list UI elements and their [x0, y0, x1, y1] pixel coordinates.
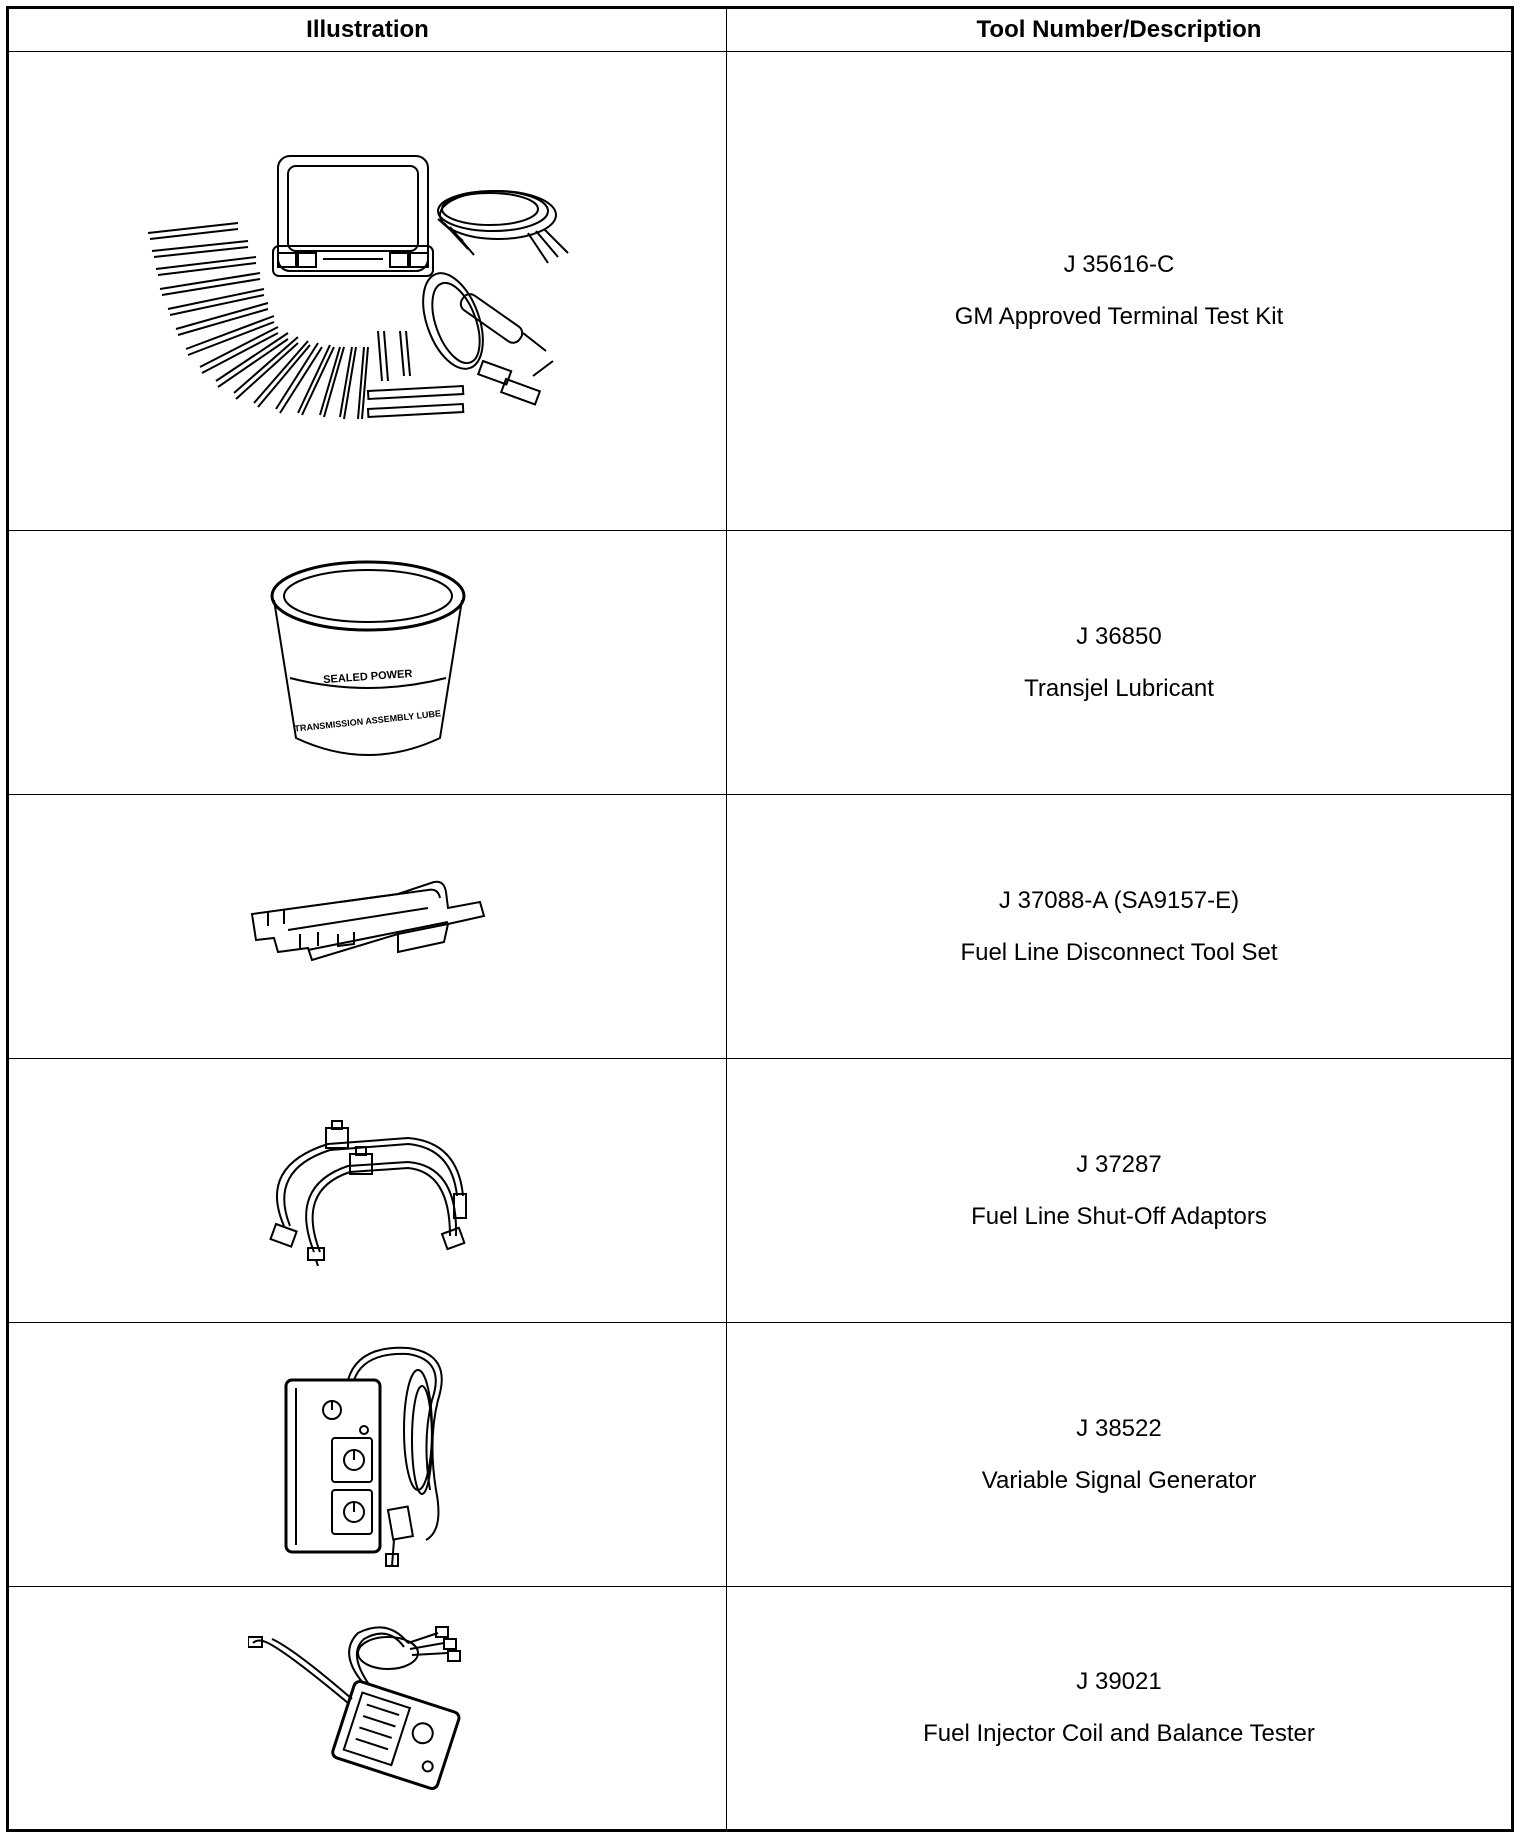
- tool-number: J 37287: [1076, 1150, 1162, 1178]
- illustration-cell: [9, 1323, 727, 1586]
- tool-description: Fuel Injector Coil and Balance Tester: [923, 1720, 1315, 1747]
- tool-number: J 37088-A (SA9157-E): [998, 886, 1240, 914]
- illustration-cell: [9, 1587, 727, 1829]
- injector-tester-icon: [248, 1613, 488, 1803]
- illustration-cell: [9, 1059, 727, 1322]
- table-row: [9, 530, 1511, 794]
- terminal-test-kit-icon: [138, 151, 598, 431]
- table-row: [9, 794, 1511, 1058]
- illustration-cell: [9, 52, 727, 530]
- tool-cell: [727, 531, 1511, 794]
- lubricant-tub-icon: [268, 558, 468, 768]
- illustration-cell: [9, 531, 727, 794]
- tool-description: GM Approved Terminal Test Kit: [954, 303, 1284, 330]
- signal-generator-icon: [278, 1340, 458, 1570]
- tool-cell: [727, 52, 1511, 530]
- table-header-row: [9, 9, 1511, 51]
- illustration-cell: [9, 795, 727, 1058]
- shutoff-adaptors-icon: [258, 1116, 478, 1266]
- tool-cell: [727, 795, 1511, 1058]
- tool-number: J 39021: [1076, 1668, 1162, 1695]
- tool-cell: [727, 1587, 1511, 1829]
- tub-label-product: TRANSMISSION ASSEMBLY LUBE: [293, 707, 441, 734]
- disconnect-tool-set-icon: [248, 872, 488, 982]
- tool-description: Fuel Line Disconnect Tool Set: [960, 938, 1278, 966]
- tool-description: Transjel Lubricant: [1024, 674, 1214, 702]
- header-illustration: Illustration: [306, 16, 429, 43]
- tool-cell: [727, 1323, 1511, 1586]
- tool-number: J 38522: [1076, 1414, 1162, 1442]
- tool-description: Fuel Line Shut-Off Adaptors: [971, 1202, 1267, 1230]
- tub-label-brand: SEALED POWER: [322, 667, 413, 686]
- table-row: [9, 1058, 1511, 1322]
- header-tool: Tool Number/Description: [976, 16, 1262, 43]
- tool-number: J 35616-C: [1063, 251, 1175, 278]
- table-row: [9, 1586, 1511, 1829]
- tool-cell: [727, 1059, 1511, 1322]
- table-row: [9, 51, 1511, 530]
- tool-number: J 36850: [1076, 622, 1162, 650]
- header-cell-tool: [727, 9, 1511, 51]
- tools-table: [6, 6, 1514, 1832]
- table-row: [9, 1322, 1511, 1586]
- tool-description: Variable Signal Generator: [981, 1466, 1257, 1494]
- header-cell-illustration: [9, 9, 727, 51]
